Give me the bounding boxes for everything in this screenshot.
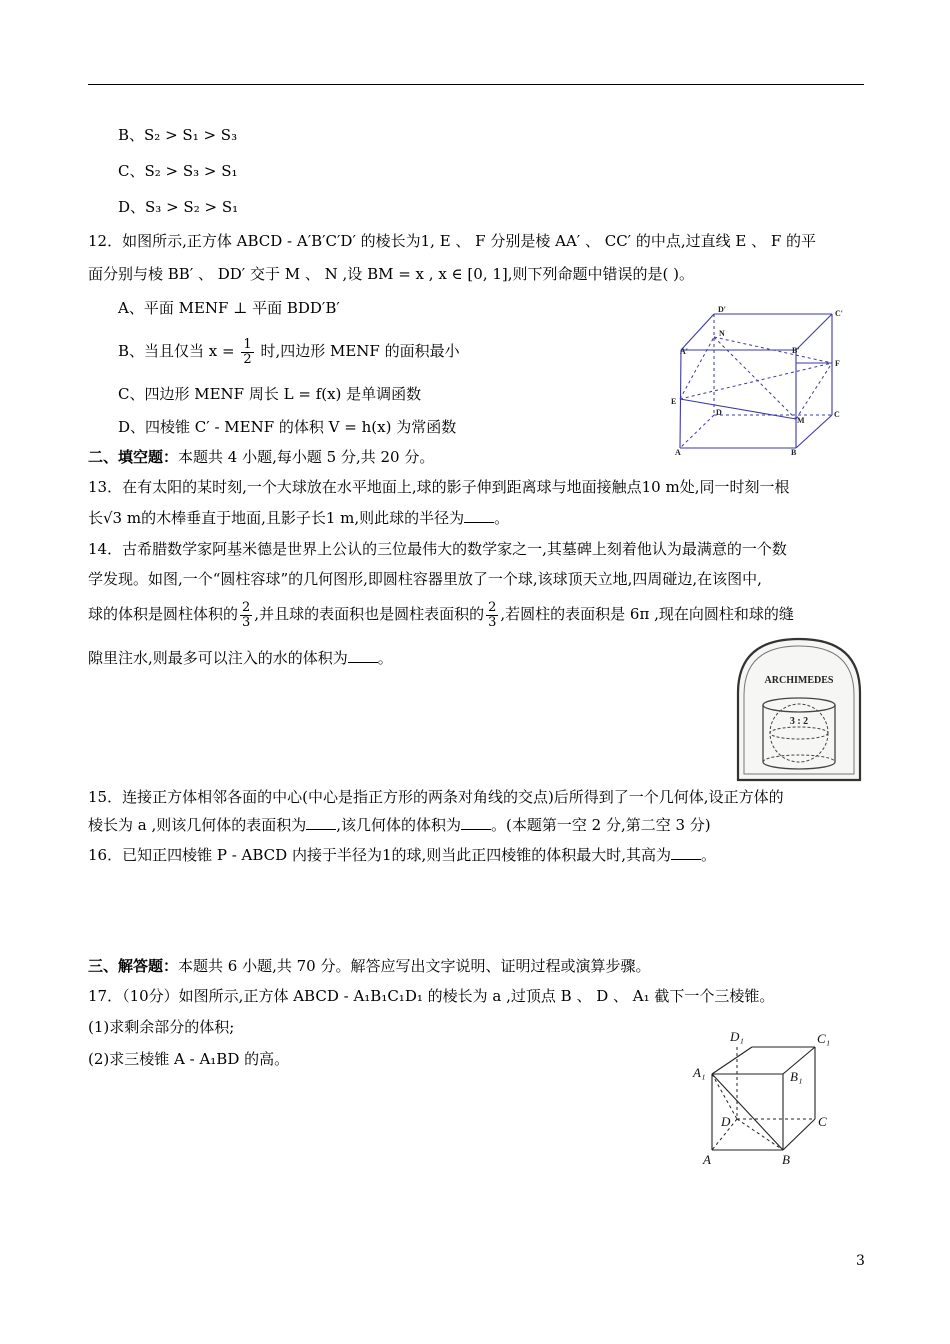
- q12-option-c: C、四边形 MENF 周长 L = f(x) 是单调函数: [118, 385, 422, 403]
- q12-option-b-fraction: [241, 338, 253, 367]
- q14-stem-line4: [88, 648, 393, 668]
- q15-text-b: ,该几何体的体积为: [336, 816, 462, 834]
- q17-sub-question-2: (2)求三棱锥 A - A₁BD 的高。: [88, 1050, 290, 1068]
- fraction-numerator: 2: [242, 599, 251, 615]
- q13-stem-line2: [88, 508, 509, 528]
- fraction-denominator: 3: [488, 614, 497, 630]
- q14-text-a: 球的体积是圆柱体积的: [88, 605, 239, 623]
- q16-stem-end: 。: [701, 846, 717, 864]
- fraction-denominator: 2: [243, 351, 252, 367]
- q14-text-d: 隙里注水,则最多可以注入的水的体积为: [88, 649, 348, 667]
- q12-option-b-pre: B、当且仅当 x =: [118, 342, 235, 360]
- q17-stem: 17．（10分）如图所示,正方体 ABCD - A₁B₁C₁D₁ 的棱长为 a ,过顶点 B 、 D 、 A₁ 截下一个三棱锥。: [88, 987, 775, 1005]
- fraction-numerator: 2: [488, 599, 497, 615]
- answer-blank[interactable]: [461, 815, 491, 830]
- vertex-label-d-prime: D′: [718, 305, 727, 314]
- q14-text-b: ,并且球的表面积也是圆柱表面积的: [254, 605, 485, 623]
- vertex-label-a-prime: A′: [680, 347, 689, 356]
- vertex-label-m: M: [797, 416, 805, 425]
- q13-stem-text: 长√3 m的木棒垂直于地面,且影子长1 m,则此球的半径为: [88, 509, 465, 527]
- vertex-label-b: B: [791, 448, 797, 456]
- q15-text-a: 棱长为 a ,则该几何体的表面积为: [88, 816, 307, 834]
- vertex-label-a: A: [675, 448, 681, 456]
- figure-title: ARCHIMEDES: [764, 675, 834, 686]
- answer-blank[interactable]: [464, 508, 494, 523]
- section2-heading: 二、填空题：: [88, 448, 179, 466]
- q15-stem-line2: [88, 815, 711, 835]
- fraction-numerator: 1: [243, 336, 252, 352]
- vertex-label-b1: B₁: [790, 1069, 803, 1084]
- q14-fraction-1: [240, 601, 252, 630]
- q15-stem-line1: 15．连接正方体相邻各面的中心(中心是指正方形的两条对角线的交点)后所得到了一个几何体,设正方体的: [88, 788, 784, 806]
- vertex-label-c: C: [818, 1114, 827, 1129]
- q11-option-b: B、S₂ > S₁ > S₃: [118, 126, 238, 144]
- header-rule: [88, 84, 864, 85]
- vertex-label-a1: A₁: [693, 1065, 706, 1080]
- q12-option-a: A、平面 MENF ⊥ 平面 BDD′B′: [118, 299, 340, 317]
- q16-text: 16．已知正四棱锥 P - ABCD 内接于半径为1的球,则当此正四棱锥的体积最大时,其高为: [88, 846, 672, 864]
- fraction-denominator: 3: [242, 614, 251, 630]
- q12-option-b: [118, 336, 460, 367]
- q14-stem-end: 。: [377, 649, 393, 667]
- vertex-label-b: B: [782, 1152, 790, 1167]
- q14-stem-line3: [88, 597, 794, 631]
- q13-stem-line1: 13．在有太阳的某时刻,一个大球放在水平地面上,球的影子伸到距离球与地面接触点10 m处,同一时刻一根: [88, 478, 790, 496]
- figure-ratio: 3 : 2: [789, 716, 809, 727]
- vertex-label-d1: D₁: [730, 1029, 744, 1044]
- vertex-label-e: E: [671, 397, 677, 406]
- q11-option-c: C、S₂ > S₃ > S₁: [118, 162, 238, 180]
- q11-option-d: D、S₃ > S₂ > S₁: [118, 198, 239, 216]
- vertex-label-c-prime: C′: [835, 309, 844, 318]
- q14-fraction-2: [486, 601, 498, 630]
- answer-blank[interactable]: [348, 648, 378, 663]
- vertex-label-f: F: [835, 359, 840, 368]
- q13-stem-end: 。: [494, 509, 510, 527]
- section3-description: 本题共 6 小题,共 70 分。解答应写出文字说明、证明过程或演算步骤。: [178, 957, 651, 975]
- q12-cube-figure: [668, 302, 856, 456]
- q14-stem-line1: 14．古希腊数学家阿基米德是世界上公认的三位最伟大的数学家之一,其墓碑上刻着他认为最满意的一个数: [88, 540, 787, 558]
- q12-stem-line2: 面分别与棱 BB′ 、 DD′ 交于 M 、 N ,设 BM = x , x ∈ [0, 1],则下列命题中错误的是( )。: [88, 265, 694, 283]
- vertex-label-n: N: [719, 329, 725, 338]
- page-number: 3: [856, 1253, 865, 1269]
- vertex-label-b-prime: B′: [792, 346, 800, 355]
- q16-stem: [88, 845, 716, 865]
- section3-header: [88, 956, 651, 976]
- section2-header: [88, 447, 434, 467]
- q15-text-c: 。(本题第一空 2 分,第二空 3 分): [491, 816, 711, 834]
- vertex-label-c: C: [834, 410, 840, 419]
- vertex-label-d: D: [716, 408, 722, 417]
- q12-stem-line1: 12．如图所示,正方体 ABCD - A′B′C′D′ 的棱长为1, E 、 F 分别是棱 AA′ 、 CC′ 的中点,过直线 E 、 F 的平: [88, 232, 817, 250]
- q17-sub-question-1: (1)求剩余部分的体积;: [88, 1018, 235, 1036]
- answer-blank[interactable]: [671, 845, 701, 860]
- vertex-label-c1: C₁: [817, 1031, 831, 1046]
- q14-text-c: ,若圆柱的表面积是 6π ,现在向圆柱和球的缝: [500, 605, 794, 623]
- q12-option-d: D、四棱锥 C′ - MENF 的体积 V = h(x) 为常函数: [118, 418, 457, 436]
- q14-archimedes-figure: [735, 635, 863, 783]
- q17-cube-figure: [690, 1022, 840, 1172]
- vertex-label-a: A: [703, 1152, 711, 1167]
- q12-option-b-post: 时,四边形 MENF 的面积最小: [260, 342, 460, 360]
- q14-stem-line2: 学发现。如图,一个“圆柱容球”的几何图形,即圆柱容器里放了一个球,该球顶天立地,四周碰边,在该图中,: [88, 570, 762, 588]
- answer-blank[interactable]: [306, 815, 336, 830]
- section3-heading: 三、解答题：: [88, 957, 179, 975]
- vertex-label-d: D: [721, 1114, 731, 1129]
- section2-description: 本题共 4 小题,每小题 5 分,共 20 分。: [178, 448, 435, 466]
